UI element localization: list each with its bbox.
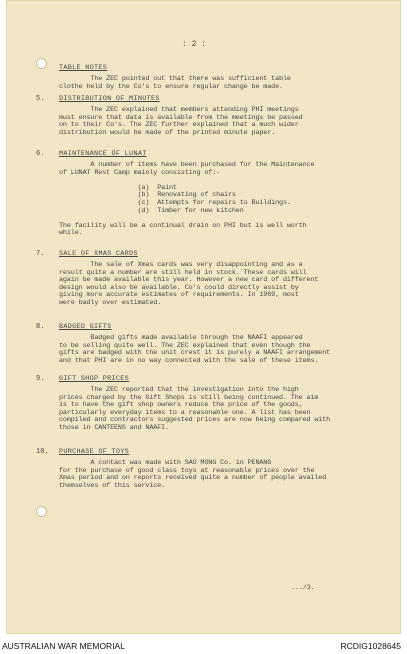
body-line: result quite a number are still held in stock. These cards will	[59, 268, 307, 277]
body-line: The ZEC reported that the investigation into the high	[59, 386, 299, 394]
document-page	[6, 0, 401, 634]
section-heading: PURCHASE OF TOYS	[59, 448, 130, 456]
section-heading: MAINTENANCE OF LUNAT	[59, 150, 147, 158]
section-number: 10.	[36, 448, 49, 456]
body-line: Badged gifts made available through the NAAFI appeared	[59, 334, 303, 342]
body-line: The facility will be a continual drain on PHI but is well worth	[59, 221, 307, 230]
punch-hole	[36, 58, 47, 69]
section-number: 9.	[36, 375, 45, 383]
section-number: 7.	[36, 250, 45, 258]
body-line: (c) Attempts for repairs to Buildings.	[59, 199, 291, 207]
body-line: those in CANTEENS and NAAFI.	[59, 424, 170, 432]
body-line: is to have the gift shop owners reduce the price of the goods,	[59, 401, 303, 410]
section-number: 6.	[36, 150, 45, 158]
body-line: Xmas period and on reports received quite a number of people availed	[59, 474, 327, 483]
body-line: The ZEC explained that members attending PHI meetings	[59, 106, 299, 114]
body-line: The sale of Xmas cards was very disappointing and as a	[59, 261, 303, 269]
body-line: to be selling quite well. The ZEC explained that even though the	[59, 341, 311, 350]
section-heading: DISTRIBUTION OF MINUTES	[59, 95, 160, 103]
body-line: distribution would be made of the printed minute paper.	[59, 128, 276, 137]
page-number: : 2 :	[182, 40, 207, 49]
body-line: were badly over estimated.	[59, 299, 162, 307]
body-line: giving more accurate estimates of requirements. In 1969, most	[59, 291, 299, 300]
body-line: must ensure that data is available from the meetings be passed	[59, 113, 303, 122]
footer-archive: AUSTRALIAN WAR MEMORIAL	[2, 641, 125, 651]
body-line: and that PHI are in no way connected with the sale of these items.	[59, 356, 319, 365]
body-line: for the purchase of good class toys at reasonable prices over the	[59, 466, 315, 475]
continuation-mark: .../3.	[291, 584, 315, 592]
footer	[0, 638, 407, 654]
body-line: again be made available this year. However a new card of different	[59, 276, 319, 285]
section-number: 8.	[36, 323, 45, 331]
body-line: themselves of this service.	[59, 481, 166, 490]
body-line: (a) Paint	[59, 183, 177, 192]
body-line: particularly everyday items to a reasonable one. A list has been	[59, 408, 311, 417]
body-line: design would also be available. Co's could directly assist by	[59, 283, 299, 292]
body-line: of LUNAT Rest Camp mainly consisting of:-	[59, 168, 221, 177]
body-line: (d) Timber for new kitchen	[59, 206, 244, 215]
section-heading: SALE OF XMAS CARDS	[59, 250, 138, 258]
body-line: clothe held by the Co's to ensure regular change be made.	[59, 82, 283, 91]
punch-hole	[36, 506, 47, 517]
body-line: while.	[59, 229, 83, 238]
section-heading: BADGED GIFTS	[59, 323, 112, 331]
body-line: compiled and contractors suggested prices are now being compared with	[59, 416, 331, 425]
body-line: The ZEC pointed out that there was sufficient table	[59, 75, 291, 83]
body-line: A number of items have been purchased for the Maintenance	[59, 161, 315, 169]
footer-id: RCDIG1028645	[340, 641, 401, 651]
body-line: on to their Co's. The ZEC further explained that a much wider	[59, 121, 299, 130]
section-heading: GIFT SHOP PRICES	[59, 375, 130, 383]
body-line: (b) Renovating of chairs	[59, 191, 236, 200]
body-line: gifts are badged with the unit crest it is purely a NAAFI arrangement	[59, 349, 331, 358]
body-line: A contact was made with SAO MONG Co. in PENANG	[59, 459, 272, 467]
section-heading: TABLE NOTES	[59, 64, 108, 72]
body-line: prices charged by the Gift Shops is still being continued. The aim	[59, 393, 319, 402]
section-number: 5.	[36, 95, 45, 103]
